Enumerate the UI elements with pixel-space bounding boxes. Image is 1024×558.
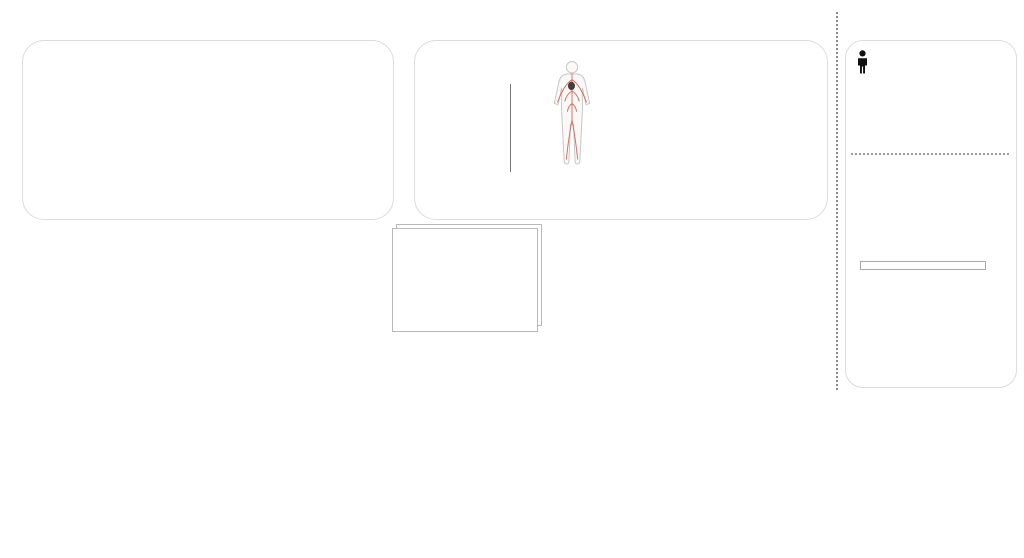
- hemodynamic-simulator-figure: [549, 60, 595, 177]
- evaluation-box: [845, 40, 1017, 388]
- evaluation-divider: [851, 153, 1009, 155]
- model-evaluation-divider: [836, 12, 838, 390]
- ucibp-dataset-box: [22, 40, 394, 220]
- sv-legend: [860, 261, 986, 270]
- parameter-divider: [510, 84, 511, 172]
- insilico-dataset-box: [414, 40, 828, 220]
- person-icon: [856, 50, 869, 79]
- generated-apw-stack-1: [392, 228, 538, 332]
